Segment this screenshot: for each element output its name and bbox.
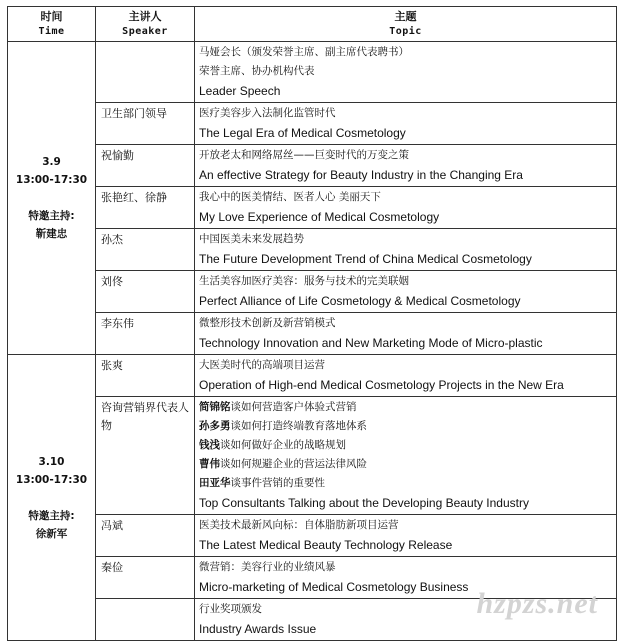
topic-zh: 马娅会长（颁发荣誉主席、副主席代表聘书） xyxy=(199,46,409,58)
consultant-topic: 谈事件营销的重要性 xyxy=(230,477,325,489)
day2-date: 3.10 xyxy=(38,455,65,468)
topic-cell xyxy=(195,229,617,271)
topic-en: Technology Innovation and New Marketing Mode of Micro-plastic xyxy=(199,336,543,350)
topic-zh: 开放老太和网络屌丝——巨变时代的万变之策 xyxy=(199,149,409,161)
consultant-name: 曹伟 xyxy=(199,458,220,470)
consultant-line xyxy=(199,474,612,493)
table-row xyxy=(8,187,617,229)
topic-en: The Legal Era of Medical Cosmetology xyxy=(199,126,406,140)
speaker-cell: 秦俭 xyxy=(96,557,195,599)
topic-zh: 生活美容加医疗美容：服务与技术的完美联姻 xyxy=(199,275,409,287)
topic-zh: 微营销：美容行业的业绩风暴 xyxy=(199,561,336,573)
speaker-cell xyxy=(96,42,195,103)
speaker-cell: 冯斌 xyxy=(96,515,195,557)
speaker-cell: 咨询营销界代表人物 xyxy=(96,397,195,515)
topic-cell xyxy=(195,313,617,355)
header-row xyxy=(8,7,617,42)
topic-zh: 医美技术最新风向标：自体脂肪新项目运营 xyxy=(199,519,399,531)
consultant-name: 孙多勇 xyxy=(199,420,231,432)
speaker-cell: 孙杰 xyxy=(96,229,195,271)
day2-host-name: 徐新军 xyxy=(35,527,68,540)
topic-en: Top Consultants Talking about the Developing Beauty Industry xyxy=(199,496,529,510)
topic-en: An effective Strategy for Beauty Industry in the Changing Era xyxy=(199,168,523,182)
topic-cell xyxy=(195,271,617,313)
consultant-name: 简锦铭 xyxy=(199,401,231,413)
table-row xyxy=(8,397,617,515)
topic-en: The Latest Medical Beauty Technology Release xyxy=(199,538,453,552)
consultant-line xyxy=(199,455,612,474)
topic-cell xyxy=(195,187,617,229)
consultant-name: 田亚华 xyxy=(199,477,231,489)
table-row xyxy=(8,103,617,145)
table-row xyxy=(8,557,617,599)
day2-hours: 13:00-17:30 xyxy=(15,473,88,486)
consultant-line xyxy=(199,398,612,417)
topic-zh: 微整形技术创新及新营销模式 xyxy=(199,317,336,329)
header-speaker-zh: 主讲人 xyxy=(128,10,162,23)
speaker-cell: 祝愉勤 xyxy=(96,145,195,187)
topic-en: The Future Development Trend of China Medical Cosmetology xyxy=(199,252,532,266)
day1-time-cell xyxy=(8,42,96,355)
consultant-name: 钱浅 xyxy=(199,439,220,451)
speaker-cell: 李东伟 xyxy=(96,313,195,355)
speaker-cell: 张艳红、徐静 xyxy=(96,187,195,229)
topic-zh: 中国医美未来发展趋势 xyxy=(199,233,304,245)
header-topic-zh: 主题 xyxy=(394,10,417,23)
topic-en: Operation of High-end Medical Cosmetology Projects in the New Era xyxy=(199,378,564,392)
consultant-topic: 谈如何规避企业的营运法律风险 xyxy=(220,458,367,470)
topic-zh: 大医美时代的高端项目运营 xyxy=(199,359,325,371)
topic-zh: 行业奖项颁发 xyxy=(199,603,262,615)
topic-zh: 荣誉主席、协办机构代表 xyxy=(199,65,315,77)
consultant-line xyxy=(199,436,612,455)
day1-hours: 13:00-17:30 xyxy=(15,174,88,186)
speaker-cell: 张爽 xyxy=(96,355,195,397)
day1-host-name: 靳建忠 xyxy=(35,228,68,240)
topic-cell xyxy=(195,557,617,599)
topic-en: Industry Awards Issue xyxy=(199,622,317,636)
day2-host-label: 特邀主持: xyxy=(28,509,75,522)
topic-cell xyxy=(195,397,617,515)
table-row xyxy=(8,599,617,641)
speaker-cell: 刘佟 xyxy=(96,271,195,313)
topic-cell xyxy=(195,103,617,145)
table-row xyxy=(8,355,617,397)
day2-time-cell xyxy=(8,355,96,641)
header-time xyxy=(8,7,96,42)
day1-date: 3.9 xyxy=(42,156,61,168)
header-speaker xyxy=(96,7,195,42)
table-row xyxy=(8,515,617,557)
topic-cell xyxy=(195,42,617,103)
topic-en: Perfect Alliance of Life Cosmetology & Medical Cosmetology xyxy=(199,294,521,308)
topic-en: Leader Speech xyxy=(199,84,281,98)
topic-cell xyxy=(195,515,617,557)
topic-en: My Love Experience of Medical Cosmetology xyxy=(199,210,440,224)
table-row xyxy=(8,271,617,313)
consultant-topic: 谈如何营造客户体验式营销 xyxy=(230,401,357,413)
consultant-line xyxy=(199,417,612,436)
watermark: hzpzs.net xyxy=(476,587,598,620)
day1-host-label: 特邀主持: xyxy=(28,210,75,222)
topic-cell xyxy=(195,355,617,397)
table-row xyxy=(8,145,617,187)
header-topic xyxy=(195,7,617,42)
table-row xyxy=(8,313,617,355)
consultant-topic: 谈如何打造终端教育落地体系 xyxy=(230,420,367,432)
speaker-cell: 卫生部门领导 xyxy=(96,103,195,145)
header-time-zh: 时间 xyxy=(40,10,63,23)
header-topic-en: Topic xyxy=(389,26,422,37)
table-row xyxy=(8,229,617,271)
table-row xyxy=(8,42,617,103)
topic-en: Micro-marketing of Medical Cosmetology Business xyxy=(199,580,469,594)
topic-zh: 我心中的医美情结、医者人心 美丽天下 xyxy=(199,191,381,203)
topic-cell xyxy=(195,145,617,187)
header-speaker-en: Speaker xyxy=(122,26,168,37)
speaker-cell xyxy=(96,599,195,641)
header-time-en: Time xyxy=(38,26,65,37)
consultant-topic: 谈如何做好企业的战略规划 xyxy=(220,439,346,451)
topic-cell xyxy=(195,599,617,641)
agenda-table xyxy=(7,6,617,641)
topic-zh: 医疗美容步入法制化监管时代 xyxy=(199,107,336,119)
